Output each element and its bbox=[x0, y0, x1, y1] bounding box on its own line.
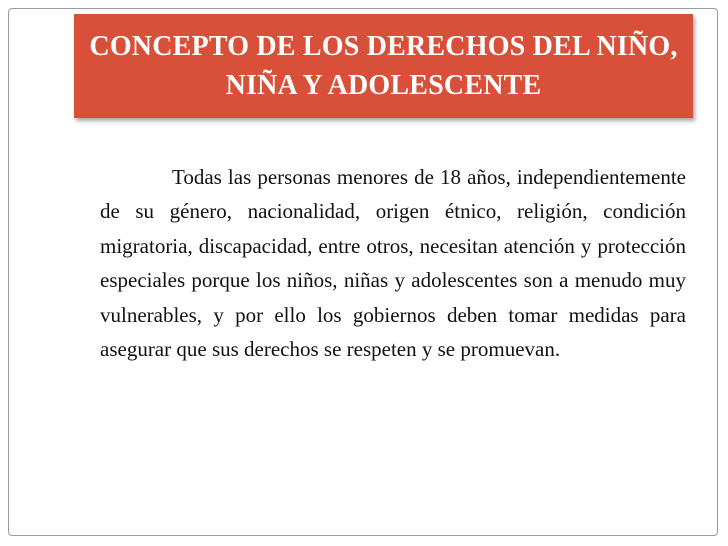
slide-title: CONCEPTO DE LOS DERECHOS DEL NIÑO, NIÑA Y ADOLESCENTE bbox=[89, 31, 678, 101]
slide-paragraph: Todas las personas menores de 18 años, independientemente de su género, nacionalidad, origen étnico, religión, condición migratoria, discapacidad, entre otros, necesitan atención y protección especiales porque los niños, niñas y adolescentes son a menudo muy vulnerables, y por ello los gobiernos deben tomar medidas para asegurar que sus derechos se respeten y se promuevan. bbox=[100, 165, 686, 362]
title-banner bbox=[74, 14, 693, 118]
